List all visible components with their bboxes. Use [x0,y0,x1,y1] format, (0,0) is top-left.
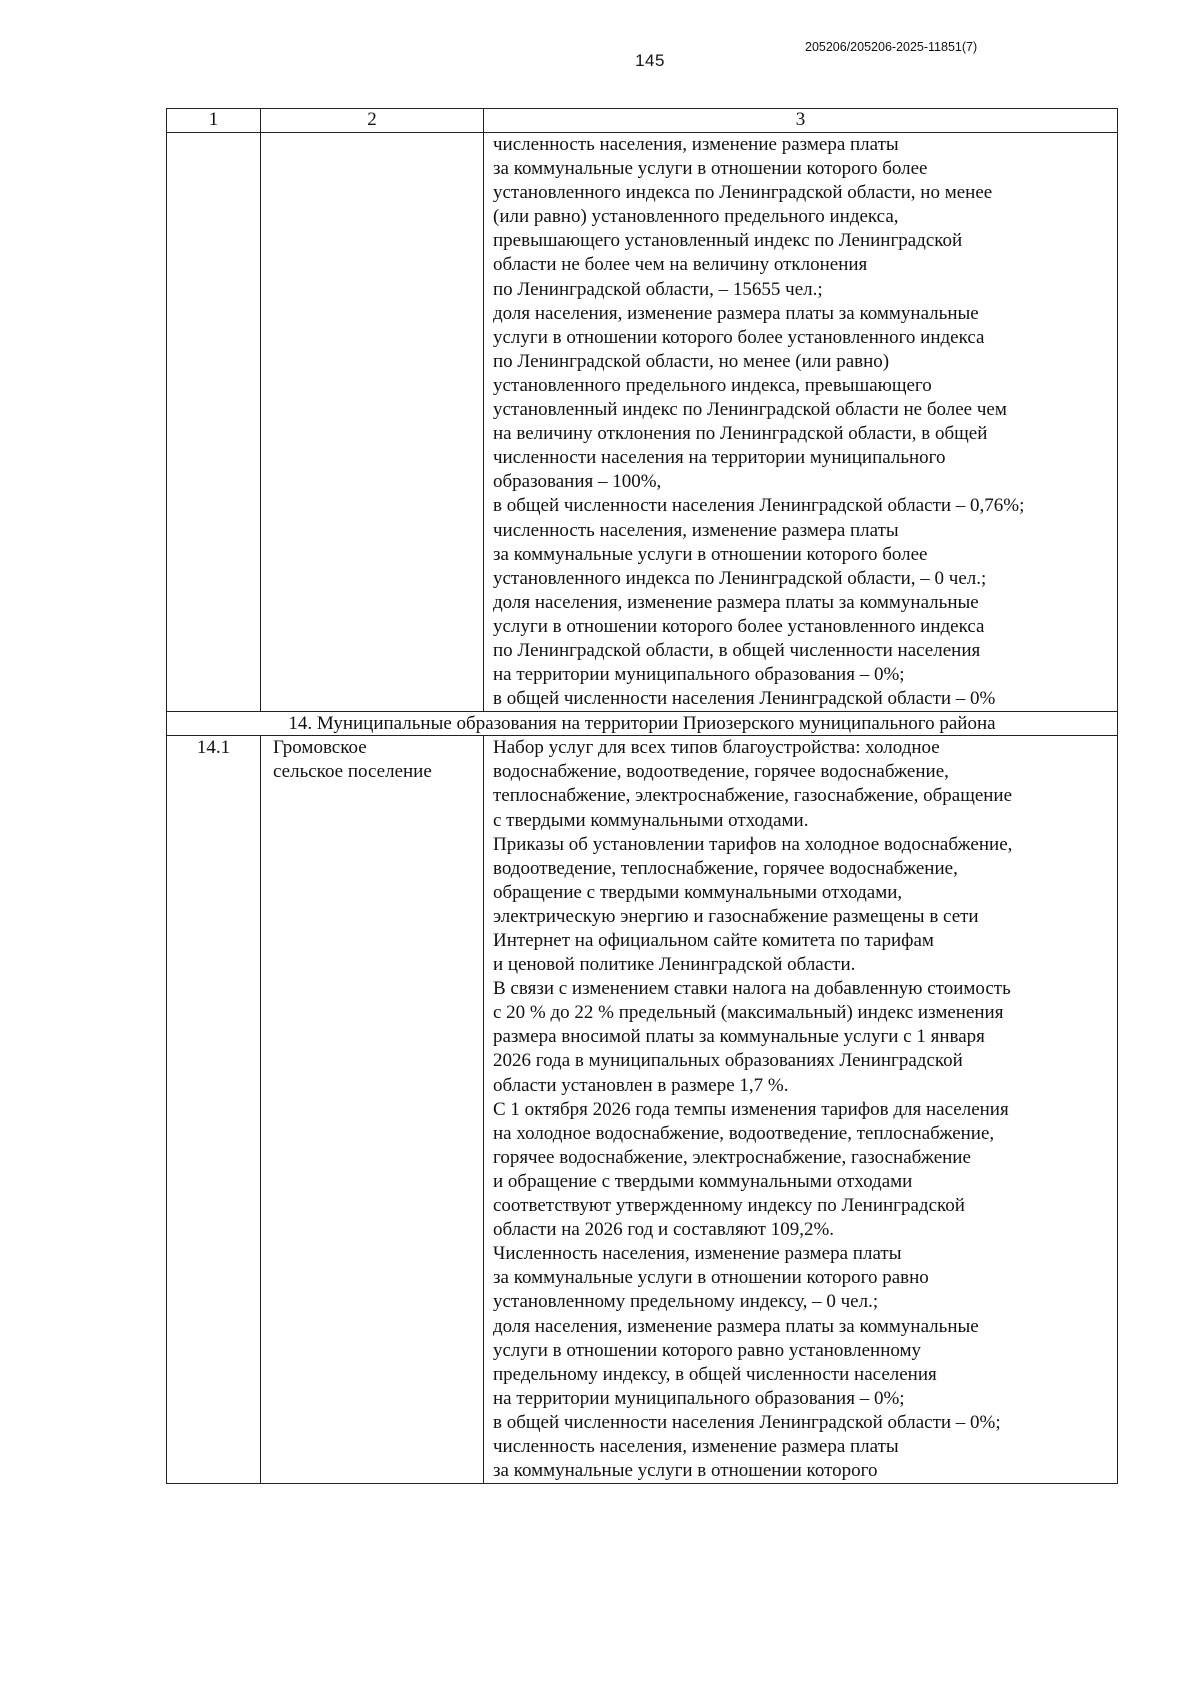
text-line: предельному индексу, в общей численности населения [493,1363,937,1385]
text-line: услуги в отношении которого более установленного индекса [493,615,985,637]
column-header-2: 2 [261,109,484,133]
text-line: установленного предельного индекса, превышающего [493,374,932,396]
continuation-text-cell [484,133,1118,712]
text-line: водоснабжение, водоотведение, горячее водоснабжение, [493,761,949,783]
text-line: по Ленинградской области, – 15655 чел.; [493,278,823,300]
text-line: электрическую энергию и газоснабжение размещены в сети [493,905,979,927]
text-line: установленного индекса по Ленинградской области, но менее [493,182,993,204]
text-line: доля населения, изменение размера платы за коммунальные [493,302,979,324]
text-line: с твердыми коммунальными отходами. [493,809,809,831]
text-line: численность населения, изменение размера платы [493,1435,899,1457]
text-line: на холодное водоснабжение, водоотведение, теплоснабжение, [493,1122,995,1144]
text-line: численность населения, изменение размера платы [493,519,899,541]
section-heading: 14. Муниципальные образования на территории Приозерского муниципального района [167,712,1118,736]
text-line: области на 2026 год и составляют 109,2%. [493,1219,835,1241]
text-line: размера вносимой платы за коммунальные услуги с 1 января [493,1026,985,1048]
text-line: и ценовой политике Ленинградской области. [493,954,856,976]
text-line: установленному предельному индексу, – 0 чел.; [493,1291,879,1313]
section-heading-row [167,712,1118,736]
text-line: услуги в отношении которого более установленного индекса [493,326,985,348]
text-line: соответствуют утвержденному индексу по Ленинградской [493,1195,965,1217]
text-line: по Ленинградской области, в общей численности населения [493,639,981,661]
text-line: в общей численности населения Ленинградской области – 0,76%; [493,495,1025,517]
text-line: установленный индекс по Ленинградской области не более чем [493,399,1007,421]
text-line: в общей численности населения Ленинградской области – 0%; [493,1411,1001,1433]
row-14-1-text-cell [484,736,1118,1484]
text-line: за коммунальные услуги в отношении которого более [493,543,928,565]
tariff-table [166,108,1118,1484]
text-line: образования – 100%, [493,471,662,493]
column-header-3: 3 [484,109,1118,133]
text-line: Набор услуг для всех типов благоустройства: холодное [493,737,940,759]
text-line: Приказы об установлении тарифов на холодное водоснабжение, [493,833,1013,855]
text-line: установленного индекса по Ленинградской области, – 0 чел.; [493,567,987,589]
text-line: за коммунальные услуги в отношении которого равно [493,1267,929,1289]
text-line: в общей численности населения Ленинградской области – 0% [493,688,996,710]
continuation-name-cell [261,133,484,712]
text-line: за коммунальные услуги в отношении которого [493,1460,878,1482]
text-line: водоотведение, теплоснабжение, горячее водоснабжение, [493,857,958,879]
table-header-row [167,109,1118,133]
text-line: Интернет на официальном сайте комитета по тарифам [493,930,934,951]
text-line: на территории муниципального образования – 0%; [493,664,905,686]
text-line: численности населения на территории муниципального [493,447,946,469]
text-line: доля населения, изменение размера платы за коммунальные [493,591,979,613]
text-line: Численность населения, изменение размера платы [493,1243,902,1265]
text-line: превышающего установленный индекс по Ленинградской [493,230,963,252]
text-line: обращение с твердыми коммунальными отходами, [493,881,903,903]
text-line: на территории муниципального образования – 0%; [493,1387,905,1409]
text-line: области установлен в размере 1,7 %. [493,1074,789,1096]
text-line: с 20 % до 22 % предельный (максимальный) индекс изменения [493,1002,1004,1024]
municipality-name-cell [261,736,484,1484]
continuation-number-cell [167,133,261,712]
text-line: теплоснабжение, электроснабжение, газоснабжение, обращение [493,785,1013,807]
page-number: 145 [635,51,665,70]
municipality-name-line: сельское поселение [273,761,432,783]
text-line: 2026 года в муниципальных образованиях Ленинградской [493,1050,963,1072]
text-line: за коммунальные услуги в отношении которого более [493,158,928,180]
text-line: и обращение с твердыми коммунальными отходами [493,1170,913,1192]
row-number: 14.1 [167,736,261,1484]
column-header-1: 1 [167,109,261,133]
continuation-row [167,133,1118,712]
text-line: С 1 октября 2026 года темпы изменения тарифов для населения [493,1098,1009,1120]
text-line: по Ленинградской области, но менее (или равно) [493,350,890,372]
text-line: на величину отклонения по Ленинградской области, в общей [493,423,988,445]
municipality-name-line: Громовское [273,737,367,759]
text-line: услуги в отношении которого равно установленному [493,1339,922,1361]
table-row-14-1 [167,736,1118,1484]
document-id: 205206/205206-2025-11851(7) [805,40,978,54]
text-line: численность населения, изменение размера платы [493,134,899,155]
text-line: (или равно) установленного предельного индекса, [493,206,899,228]
text-line: горячее водоснабжение, электроснабжение, газоснабжение [493,1146,971,1168]
text-line: доля населения, изменение размера платы за коммунальные [493,1315,979,1337]
text-line: области не более чем на величину отклонения [493,254,868,276]
text-line: В связи с изменением ставки налога на добавленную стоимость [493,978,1011,1000]
